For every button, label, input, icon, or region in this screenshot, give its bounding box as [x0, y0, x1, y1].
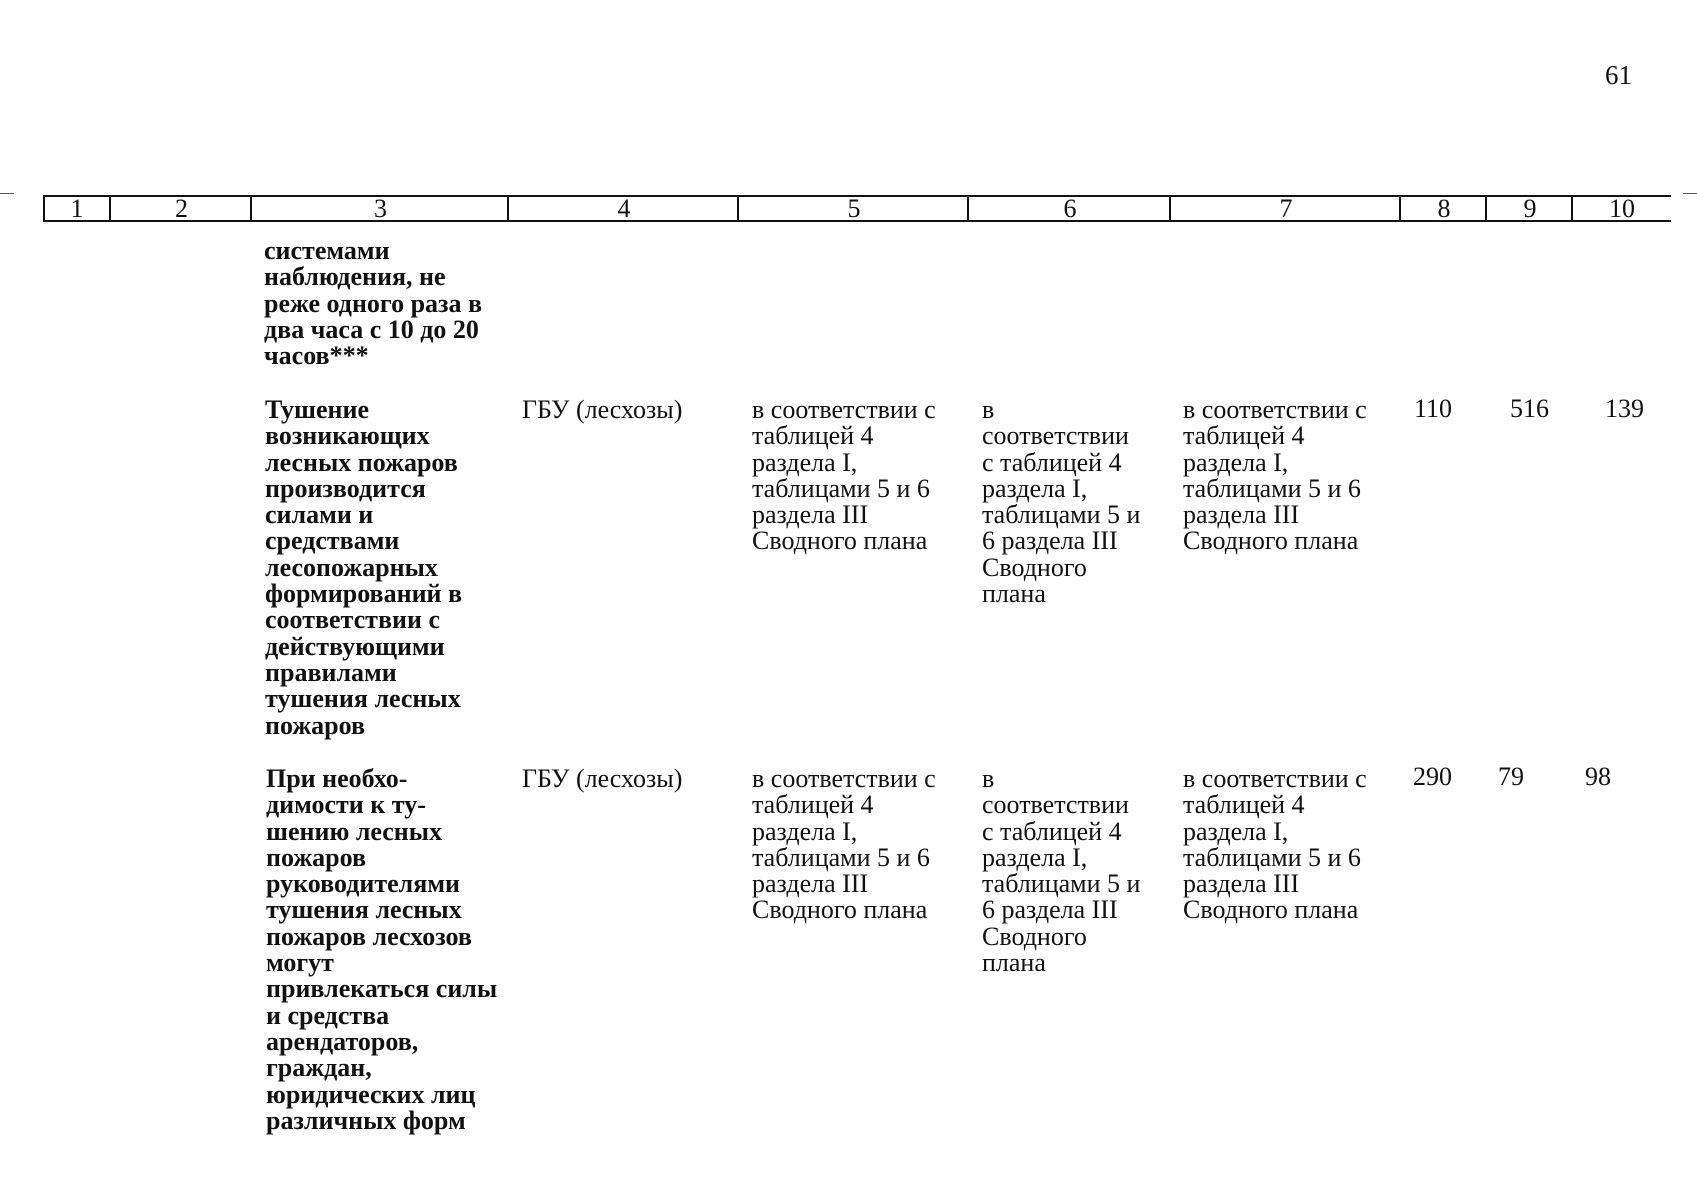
row-3-column-5: в соответствии с таблицей 4 раздела I, таблицами 5 и 6 раздела III Сводного плана [752, 764, 936, 925]
scan-edge-mark [0, 193, 14, 194]
page-number: 61 [1605, 60, 1632, 90]
row-3-value-10: 98 [1585, 762, 1611, 791]
row-3-value-9: 79 [1498, 762, 1524, 791]
column-number-8 [1401, 195, 1487, 222]
row-3-column-7: в соответствии с таблицей 4 раздела I, таблицами 5 и 6 раздела III Сводного плана [1183, 764, 1367, 925]
column-number-label: 2 [175, 194, 188, 223]
row-2-column-5: в соответствии с таблицей 4 раздела I, таблицами 5 и 6 раздела III Сводного плана [752, 395, 936, 556]
table-header-row [43, 195, 1671, 222]
column-number-10 [1573, 195, 1671, 222]
row-2-value-9: 516 [1510, 394, 1549, 423]
scan-edge-mark [1683, 193, 1697, 194]
column-number-4 [509, 195, 739, 222]
column-number-label: 4 [617, 194, 631, 223]
row-2-executor: ГБУ (лесхозы) [522, 395, 683, 424]
column-number-label: 8 [1437, 194, 1451, 223]
column-number-7 [1171, 195, 1401, 222]
row-3-value-8: 290 [1413, 762, 1452, 791]
column-number-1 [43, 195, 111, 222]
column-number-label: 9 [1523, 194, 1537, 223]
row-3-column-6: в соответствии с таблицей 4 раздела I, таблицами 5 и 6 раздела III Сводного плана [982, 764, 1141, 978]
row-1-measure-description: системами наблюдения, не реже одного раза в два часа с 10 до 20 часов*** [264, 236, 483, 371]
column-number-label: 7 [1279, 194, 1293, 223]
column-number-label: 6 [1063, 194, 1077, 223]
column-number-9 [1487, 195, 1573, 222]
row-2-column-7: в соответствии с таблицей 4 раздела I, таблицами 5 и 6 раздела III Сводного плана [1183, 395, 1367, 556]
row-2-value-10: 139 [1605, 394, 1644, 423]
column-number-label: 3 [374, 194, 387, 223]
column-number-3 [252, 195, 509, 222]
column-number-6 [969, 195, 1171, 222]
column-number-2 [111, 195, 252, 222]
column-number-label: 5 [847, 194, 861, 223]
row-2-value-8: 110 [1414, 394, 1453, 423]
row-2-column-6: в соответствии с таблицей 4 раздела I, таблицами 5 и 6 раздела III Сводного плана [982, 395, 1141, 609]
column-number-label: 10 [1609, 194, 1635, 223]
row-3-measure-description: При необхо- димости к ту- шению лесных пожаров руководителями тушения лесных пожаров лесхозов могут привлекаться силы и средства арендаторов, граждан, юридических лиц различных форм [266, 764, 498, 1135]
column-number-label: 1 [70, 194, 84, 223]
row-3-executor: ГБУ (лесхозы) [522, 764, 683, 793]
row-2-measure-description: Тушение возникающих лесных пожаров производится силами и средствами лесопожарных формирований в соответствии с действующими правилами тушения лесных пожаров [265, 395, 463, 740]
column-number-5 [739, 195, 969, 222]
